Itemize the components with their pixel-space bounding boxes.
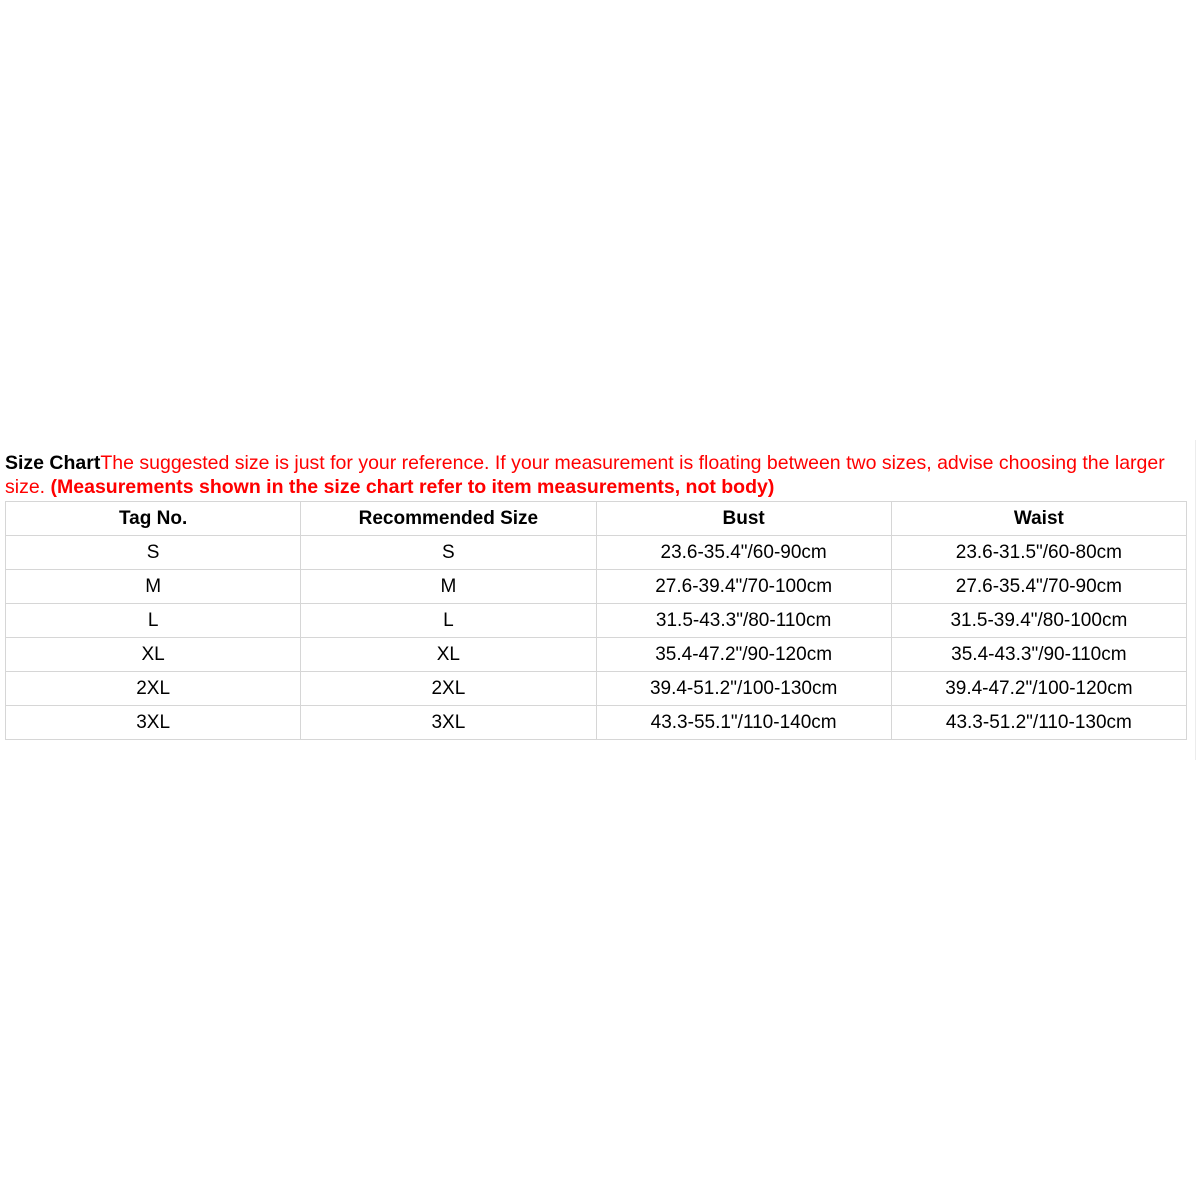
cell-tag-no: 2XL [6, 672, 301, 706]
cell-recommended-size: S [301, 536, 596, 570]
header-recommended-size: Recommended Size [301, 502, 596, 536]
cell-tag-no: M [6, 570, 301, 604]
cell-bust: 39.4-51.2"/100-130cm [596, 672, 891, 706]
cell-recommended-size: M [301, 570, 596, 604]
cell-bust: 43.3-55.1"/110-140cm [596, 706, 891, 740]
header-waist: Waist [891, 502, 1186, 536]
size-chart-title: Size Chart [5, 452, 101, 474]
table-row [6, 672, 1187, 706]
cell-tag-no: 3XL [6, 706, 301, 740]
size-chart [5, 451, 1187, 740]
cell-waist: 43.3-51.2"/110-130cm [891, 706, 1186, 740]
cell-tag-no: L [6, 604, 301, 638]
cell-bust: 23.6-35.4"/60-90cm [596, 536, 891, 570]
header-bust: Bust [596, 502, 891, 536]
edge-divider [1195, 440, 1196, 760]
cell-bust: 35.4-47.2"/90-120cm [596, 638, 891, 672]
cell-bust: 27.6-39.4"/70-100cm [596, 570, 891, 604]
cell-waist: 27.6-35.4"/70-90cm [891, 570, 1186, 604]
cell-tag-no: XL [6, 638, 301, 672]
table-row [6, 604, 1187, 638]
size-table [5, 501, 1187, 740]
cell-recommended-size: 2XL [301, 672, 596, 706]
table-row [6, 570, 1187, 604]
table-row [6, 638, 1187, 672]
cell-waist: 35.4-43.3"/90-110cm [891, 638, 1186, 672]
cell-tag-no: S [6, 536, 301, 570]
measurement-disclaimer: (Measurements shown in the size chart refer to item measurements, not body) [50, 476, 775, 498]
cell-recommended-size: L [301, 604, 596, 638]
cell-recommended-size: 3XL [301, 706, 596, 740]
cell-bust: 31.5-43.3"/80-110cm [596, 604, 891, 638]
table-header-row [6, 502, 1187, 536]
table-row [6, 706, 1187, 740]
table-row [6, 536, 1187, 570]
size-advice-note: The suggested size is just for your reference. If your measurement is floating between two sizes, advise choosing the larger size. [5, 452, 1165, 498]
cell-waist: 39.4-47.2"/100-120cm [891, 672, 1186, 706]
size-chart-intro [5, 451, 1187, 499]
cell-waist: 23.6-31.5"/60-80cm [891, 536, 1186, 570]
cell-recommended-size: XL [301, 638, 596, 672]
cell-waist: 31.5-39.4"/80-100cm [891, 604, 1186, 638]
header-tag-no: Tag No. [6, 502, 301, 536]
